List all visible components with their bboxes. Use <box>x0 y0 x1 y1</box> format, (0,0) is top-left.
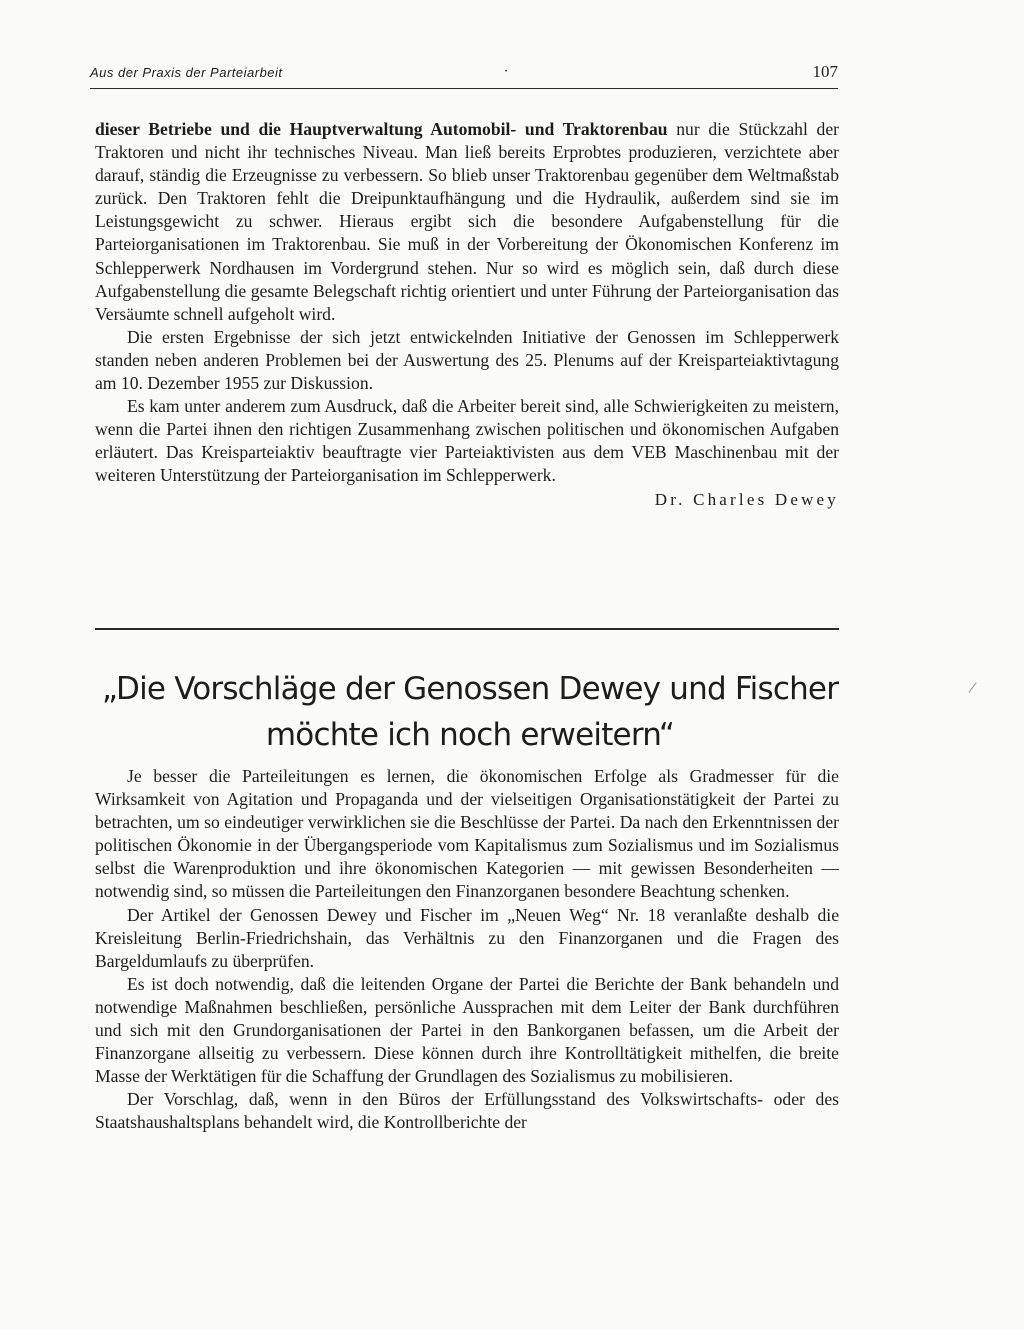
article-2-title-line-1: „Die Vorschläge der Genossen Dewey und Fischer <box>101 671 839 707</box>
article-1-body <box>95 118 839 511</box>
article-1-paragraph-3: Es kam unter anderem zum Ausdruck, daß die Arbeiter bereit sind, alle Schwierigkeiten zu meistern, wenn die Partei ihnen den richtigen Zusammenhang zwischen politischen und ökonomischen Aufgaben erläutert. Das Kreisparteiaktiv beauftragte vier Parteiaktivisten aus dem VEB Maschinenbau mit der weiteren Unterstützung der Parteiorganisation im Schlepperwerk. <box>95 396 839 486</box>
header-dot: · <box>504 64 509 79</box>
article-2-body <box>95 765 839 1135</box>
article-2-paragraph-1: Je besser die Parteileitungen es lernen, die ökonomischen Erfolge als Gradmesser für die Wirksamkeit von Agitation und Propaganda und der vielseitigen Organisationstätigkeit der Partei zu betrachten, um so eindeutiger verwirklichen sie die Beschlüsse der Partei. Da nach den Erkenntnissen der politischen Ökonomie in der Übergangsperiode vom Kapitalismus zum Sozialismus und im Sozialismus selbst die Warenproduktion und ihre ökonomischen Kategorien — mit gewissen Besonderheiten — notwendig sind, so müssen die Parteileitungen den Finanzorganen besondere Beachtung schenken. <box>95 766 839 902</box>
article-2-paragraph-2: Der Artikel der Genossen Dewey und Fischer im „Neuen Weg“ Nr. 18 veranlaßte deshalb die Kreisleitung Berlin-Friedrichshain, das Verhältnis zu den Finanzorganen und die Fragen des Bargeldumlaufs zu überprüfen. <box>95 904 839 971</box>
article-2-paragraph-3: Es ist doch notwendig, daß die leitenden Organe der Partei die Berichte der Bank behandeln und notwendige Maßnahmen beschließen, persönliche Aussprachen mit dem Leiter der Bank durchführen und sich mit den Grundorganisationen der Partei in den Bankorganen befassen, um die Arbeit der Finanzorgane allseitig zu verbessern. Diese können durch ihre Kontrolltätigkeit mithelfen, die breite Masse der Werktätigen für die Schaffung der Grundlagen des Sozialismus zu mobilisieren. <box>95 973 839 1087</box>
article-2-title <box>60 666 880 758</box>
running-head: Aus der Praxis der Parteiarbeit <box>90 65 283 80</box>
page-header <box>90 62 838 89</box>
article-1-paragraph-1-text: nur die Stückzahl der Traktoren und nicht ihr technisches Niveau. Man ließ bereits Erprobtes produzieren, verzichtete aber darauf, ständig die Erzeugnisse zu verbessern. So blieb unser Traktorenbau gegenüber dem Weltmaßstab zurück. Den Traktoren fehlt die Dreipunktaufhängung und die Hydraulik, außerdem sind sie im Leistungsgewicht zu schwer. Hieraus ergibt sich die besondere Aufgabenstellung für die Parteiorganisationen im Traktorenbau. Sie muß in der Vorbereitung der Ökonomischen Konferenz im Schlepperwerk Nordhausen im Vordergrund stehen. Nur so wird es möglich sein, daß durch diese Aufgabenstellung die gesamte Belegschaft richtig orientiert und unter Führung der Parteiorganisation das Versäumte schnell aufgeholt wird. <box>95 119 839 324</box>
margin-pen-mark: / <box>967 679 978 697</box>
section-divider <box>95 628 839 630</box>
article-2-paragraph-4: Der Vorschlag, daß, wenn in den Büros der Erfüllungsstand des Volkswirtschafts- oder des Staatshaushaltsplans behandelt wird, die Kontrollberichte der <box>95 1089 839 1133</box>
article-1-paragraph-1 <box>95 118 839 326</box>
page-number: 107 <box>812 62 838 81</box>
article-1-paragraph-1-bold: dieser Betriebe und die Hauptverwaltung Automobil- und Traktorenbau <box>95 119 668 139</box>
article-2-title-line-2: möchte ich noch erweitern“ <box>265 717 675 753</box>
article-1-paragraph-2: Die ersten Ergebnisse der sich jetzt entwickelnden Initiative der Genossen im Schlepperwerk standen neben anderen Problemen bei der Auswertung des 25. Plenums auf der Kreisparteiaktivtagung am 10. Dezember 1955 zur Diskussion. <box>95 326 839 394</box>
byline: Dr. Charles Dewey <box>654 489 839 509</box>
